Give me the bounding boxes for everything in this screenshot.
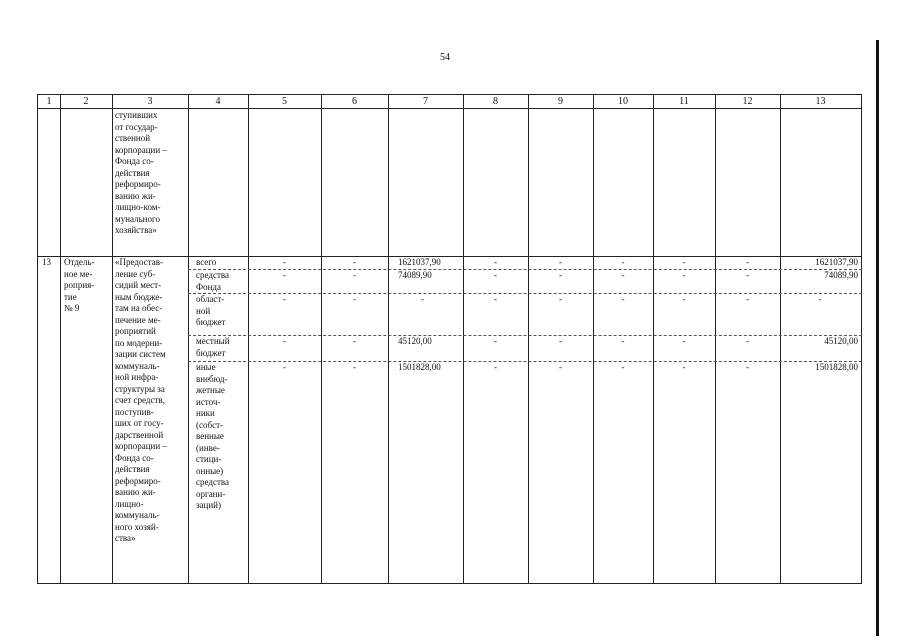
column-divider <box>188 95 189 583</box>
value-c9: - <box>559 257 562 267</box>
value-c6: - <box>353 294 356 304</box>
value-c6: - <box>353 336 356 346</box>
description-line: ших от госу- <box>115 418 164 428</box>
description-line: хозяйства» <box>115 225 157 235</box>
description-line: ным бюдже- <box>115 291 163 302</box>
header-col-1: 1 <box>46 96 52 107</box>
value-c7: 1621037,90 <box>398 257 441 267</box>
column-divider <box>861 95 862 583</box>
description-line: от государ- <box>115 121 158 132</box>
header-col-4: 4 <box>215 96 221 107</box>
funding-source-line: бюджет <box>196 317 226 327</box>
column-divider <box>60 95 61 583</box>
value-c10: - <box>621 270 625 280</box>
value-c6: - <box>353 270 356 280</box>
funding-source-line: област- <box>196 294 225 304</box>
funding-source-label <box>196 294 248 329</box>
description-line: печение ме- <box>115 314 161 325</box>
value-c5: - <box>283 270 286 280</box>
value-c12: - <box>746 362 749 372</box>
description-line: ной инфра- <box>115 372 159 382</box>
funding-source-line: средства <box>196 270 230 280</box>
value-c6: - <box>353 257 356 267</box>
description-line: по модерни- <box>115 337 163 348</box>
description-line: коммуналь- <box>115 510 160 520</box>
value-c11: - <box>682 257 686 267</box>
header-col-2: 2 <box>83 96 89 107</box>
event-name-line: № 9 <box>64 303 80 313</box>
description-line: ступивших <box>115 110 158 120</box>
description-line: реформиро- <box>115 475 161 486</box>
funding-source-line: ной <box>196 305 211 316</box>
header-col-3: 3 <box>147 96 153 107</box>
description-line: ства» <box>115 533 136 543</box>
value-c8: - <box>494 336 497 346</box>
description-line: зации систем <box>115 349 166 359</box>
value-c7: 74089,90 <box>398 270 432 280</box>
header-divider <box>38 108 862 109</box>
description-line: Фонда со- <box>115 156 154 166</box>
funding-source-line: источ- <box>196 396 221 407</box>
funding-source-line: стици- <box>196 454 222 464</box>
header-col-11: 11 <box>679 96 689 107</box>
value-c5: - <box>283 257 286 267</box>
value-c5: - <box>283 336 286 346</box>
description-line: роприятий <box>115 326 156 336</box>
funding-source-line: жетные <box>196 385 225 395</box>
value-c12: - <box>746 336 749 346</box>
description-line: лищно- <box>115 498 144 509</box>
funding-source-line: средства <box>196 477 230 487</box>
description-line: реформиро- <box>115 179 161 189</box>
description-line: сидий мест- <box>115 280 162 290</box>
page-number: 54 <box>440 52 450 63</box>
funding-source-label <box>196 336 248 359</box>
funding-source-line: бюджет <box>196 347 226 358</box>
description-line: ванию жи- <box>115 487 156 497</box>
event-description <box>115 257 185 545</box>
description-line: дарственной <box>115 429 164 440</box>
header-col-12: 12 <box>742 96 753 107</box>
value-c11: - <box>682 336 686 346</box>
header-col-8: 8 <box>493 96 498 107</box>
column-divider <box>780 95 781 583</box>
value-c8: - <box>494 257 497 267</box>
header-col-9: 9 <box>558 96 563 107</box>
description-line: коммуналь- <box>115 360 160 371</box>
header-col-10: 10 <box>618 96 628 107</box>
value-c7: 1501828,00 <box>398 362 441 372</box>
funding-source-line: ники <box>196 408 215 418</box>
value-c9: - <box>559 362 562 372</box>
value-c10: - <box>621 336 625 346</box>
prev-row-description <box>115 110 185 237</box>
value-c13: 45120,00 <box>824 336 858 346</box>
description-line: корпорации – <box>115 441 167 451</box>
header-col-7: 7 <box>423 96 428 107</box>
description-line: «Предостав- <box>115 257 163 267</box>
value-c12: - <box>746 270 749 280</box>
funding-source-line: (собст- <box>196 419 223 430</box>
header-col-6: 6 <box>352 96 357 107</box>
description-line: поступив- <box>115 406 154 417</box>
description-line: ление суб- <box>115 268 156 279</box>
margin-rule <box>876 40 879 636</box>
funding-source-line: венные <box>196 431 224 441</box>
description-line: Фонда со- <box>115 452 154 463</box>
event-name-line: Отдель- <box>64 257 95 267</box>
value-c9: - <box>559 270 562 280</box>
funding-source-line: иные <box>196 362 216 372</box>
value-c10: - <box>621 294 625 304</box>
value-c13: 74089,90 <box>824 270 858 280</box>
value-c5: - <box>283 362 286 372</box>
event-name-line: роприя- <box>64 280 95 290</box>
description-line: ственной <box>115 133 151 143</box>
value-c7: 45120,00 <box>398 336 432 346</box>
funding-source-line: всего <box>196 257 217 267</box>
funding-source-line: (инве- <box>196 442 220 453</box>
header-col-5: 5 <box>282 96 287 107</box>
description-line: мунального <box>115 213 160 224</box>
value-c5: - <box>283 294 286 304</box>
value-c10: - <box>621 257 625 267</box>
value-c10: - <box>621 362 625 372</box>
value-c8: - <box>494 362 497 372</box>
value-c12: - <box>746 294 749 304</box>
event-name <box>64 257 110 315</box>
description-line: структуры за <box>115 383 165 394</box>
funding-source-line: Фонда <box>196 281 222 292</box>
funding-source-label <box>196 257 248 269</box>
value-c13: 1501828,00 <box>815 362 858 372</box>
row-number: 13 <box>42 257 51 267</box>
description-line: действия <box>115 464 150 474</box>
funding-source-line: местный <box>196 336 230 346</box>
funding-source-label <box>196 270 248 293</box>
value-c12: - <box>746 257 749 267</box>
description-line: ванию жи- <box>115 190 156 201</box>
description-line: действия <box>115 167 150 178</box>
value-c11: - <box>682 294 686 304</box>
value-c7: - <box>421 294 424 304</box>
value-c11: - <box>682 270 686 280</box>
value-c9: - <box>559 336 562 346</box>
event-name-line: тие <box>64 291 77 302</box>
header-col-13: 13 <box>815 96 826 107</box>
value-c13: - <box>818 294 822 304</box>
funding-source-label <box>196 362 248 512</box>
description-line: счет средств, <box>115 395 165 405</box>
value-c9: - <box>559 294 562 304</box>
funding-source-line: онные) <box>196 465 224 476</box>
description-line: лищно-ком- <box>115 202 161 212</box>
column-divider <box>388 95 389 583</box>
column-divider <box>112 95 113 583</box>
value-c8: - <box>494 294 497 304</box>
value-c13: 1621037,90 <box>815 257 858 267</box>
data-table <box>37 94 862 584</box>
funding-source-line: органи- <box>196 488 226 499</box>
value-c8: - <box>494 270 497 280</box>
value-c6: - <box>353 362 356 372</box>
funding-source-line: заций) <box>196 500 221 510</box>
event-name-line: ное ме- <box>64 268 93 279</box>
funding-source-line: внебюд- <box>196 373 228 384</box>
description-line: ного хозяй- <box>115 521 159 532</box>
description-line: корпорации – <box>115 144 167 155</box>
description-line: там на обес- <box>115 303 163 313</box>
value-c11: - <box>682 362 686 372</box>
